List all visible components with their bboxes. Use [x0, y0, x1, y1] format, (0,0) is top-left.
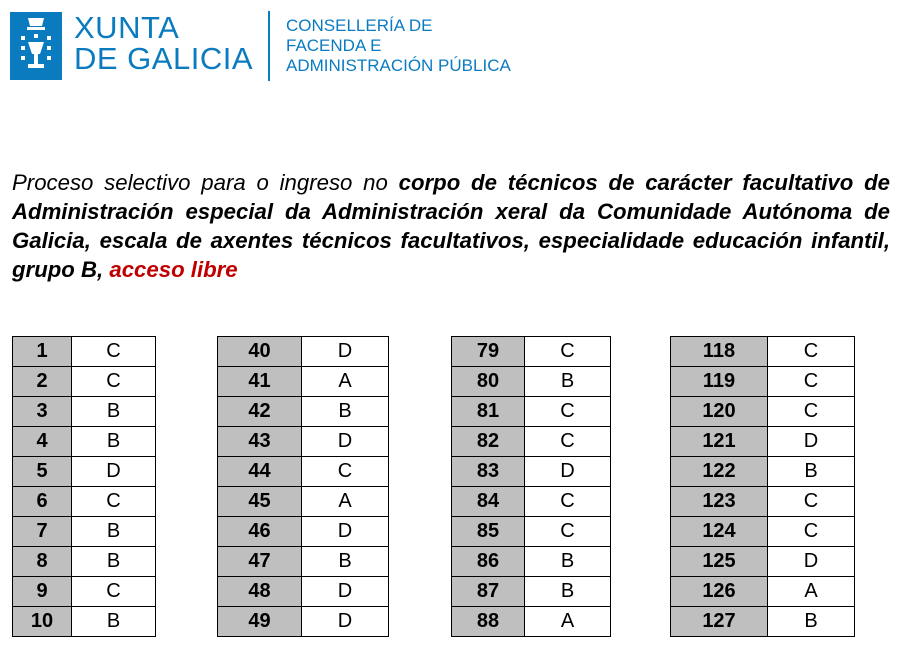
page-header [10, 8, 570, 86]
table-row [13, 367, 156, 397]
table-row [671, 337, 855, 367]
answer-letter: C [302, 457, 389, 487]
answer-letter: C [525, 427, 611, 457]
question-number: 118 [671, 337, 768, 367]
question-number: 41 [218, 367, 302, 397]
table-row [452, 427, 611, 457]
question-number: 79 [452, 337, 525, 367]
answer-letter: D [525, 457, 611, 487]
answer-letter: A [525, 607, 611, 637]
table-row [671, 457, 855, 487]
answer-letter: C [72, 577, 156, 607]
process-description [12, 168, 890, 284]
question-number: 47 [218, 547, 302, 577]
table-row [671, 607, 855, 637]
question-number: 43 [218, 427, 302, 457]
question-number: 127 [671, 607, 768, 637]
question-number: 123 [671, 487, 768, 517]
answer-table-3 [451, 336, 611, 637]
answer-table-2 [217, 336, 389, 637]
question-number: 42 [218, 397, 302, 427]
answer-letter: B [525, 577, 611, 607]
table-row [13, 577, 156, 607]
answer-letter: D [72, 457, 156, 487]
table-row [13, 337, 156, 367]
question-number: 6 [13, 487, 72, 517]
answer-letter: D [302, 337, 389, 367]
description-lead: Proceso selectivo para o ingreso no [12, 170, 399, 195]
department-name [286, 16, 511, 76]
answer-letter: C [525, 337, 611, 367]
answer-letter: B [72, 517, 156, 547]
table-row [13, 427, 156, 457]
answer-letter: B [302, 397, 389, 427]
table-row [671, 547, 855, 577]
table-row [671, 397, 855, 427]
table-row [218, 457, 389, 487]
dept-line-3: ADMINISTRACIÓN PÚBLICA [286, 56, 511, 75]
question-number: 88 [452, 607, 525, 637]
header-divider [268, 11, 270, 81]
question-number: 85 [452, 517, 525, 547]
answer-letter: B [302, 547, 389, 577]
answer-letter: A [768, 577, 855, 607]
table-row [13, 607, 156, 637]
question-number: 9 [13, 577, 72, 607]
question-number: 4 [13, 427, 72, 457]
question-number: 80 [452, 367, 525, 397]
answer-letter: D [768, 547, 855, 577]
question-number: 40 [218, 337, 302, 367]
question-number: 5 [13, 457, 72, 487]
table-row [452, 457, 611, 487]
table-row [218, 487, 389, 517]
answer-letter: A [302, 367, 389, 397]
question-number: 121 [671, 427, 768, 457]
table-row [218, 337, 389, 367]
answer-letter: C [525, 517, 611, 547]
page-cut-edge [0, 638, 909, 645]
answer-letter: C [768, 397, 855, 427]
question-number: 1 [13, 337, 72, 367]
table-row [452, 367, 611, 397]
table-row [218, 517, 389, 547]
question-number: 120 [671, 397, 768, 427]
table-row [13, 457, 156, 487]
answer-letter: B [768, 457, 855, 487]
question-number: 87 [452, 577, 525, 607]
table-row [13, 547, 156, 577]
table-row [452, 337, 611, 367]
table-row [218, 397, 389, 427]
answer-letter: B [72, 547, 156, 577]
org-name-line-2: DE GALICIA [74, 41, 253, 76]
table-row [452, 577, 611, 607]
table-row [13, 517, 156, 547]
question-number: 84 [452, 487, 525, 517]
table-row [218, 547, 389, 577]
description-body: corpo de técnicos de carácter facultativo de Administración especial da Administración xeral da Comunidade Autónoma de Galicia, escala de axentes técnicos facultativos, especialidade educación infantil, grupo B, [12, 170, 890, 282]
question-number: 2 [13, 367, 72, 397]
table-row [218, 427, 389, 457]
answer-letter: C [768, 337, 855, 367]
answer-letter: B [525, 547, 611, 577]
table-row [452, 517, 611, 547]
answer-letter: B [525, 367, 611, 397]
question-number: 7 [13, 517, 72, 547]
answer-letter: C [72, 337, 156, 367]
answer-letter: B [72, 427, 156, 457]
answer-letter: D [302, 517, 389, 547]
answer-letter: D [302, 427, 389, 457]
answer-letter: B [72, 607, 156, 637]
table-row [671, 427, 855, 457]
answer-letter: C [72, 367, 156, 397]
galicia-crest-logo [10, 12, 62, 80]
answer-letter: A [302, 487, 389, 517]
table-row [218, 367, 389, 397]
question-number: 83 [452, 457, 525, 487]
answer-letter: B [768, 607, 855, 637]
answer-letter: C [768, 487, 855, 517]
table-row [452, 547, 611, 577]
question-number: 124 [671, 517, 768, 547]
question-number: 119 [671, 367, 768, 397]
org-name-line-1: XUNTA [74, 10, 180, 45]
answer-letter: D [768, 427, 855, 457]
table-row [671, 517, 855, 547]
question-number: 49 [218, 607, 302, 637]
question-number: 122 [671, 457, 768, 487]
table-row [452, 607, 611, 637]
question-number: 82 [452, 427, 525, 457]
table-row [13, 487, 156, 517]
question-number: 8 [13, 547, 72, 577]
organization-name [74, 12, 253, 74]
answer-table-4 [670, 336, 855, 637]
table-row [218, 607, 389, 637]
access-type: acceso libre [109, 257, 238, 282]
answer-letter: C [525, 487, 611, 517]
question-number: 81 [452, 397, 525, 427]
answer-letter: C [768, 367, 855, 397]
table-row [671, 487, 855, 517]
answer-letter: B [72, 397, 156, 427]
question-number: 126 [671, 577, 768, 607]
dept-line-2: FACENDA E [286, 36, 382, 55]
question-number: 3 [13, 397, 72, 427]
answer-letter: C [525, 397, 611, 427]
dept-line-1: CONSELLERÍA DE [286, 16, 433, 35]
answer-table-1 [12, 336, 156, 637]
question-number: 10 [13, 607, 72, 637]
table-row [671, 367, 855, 397]
question-number: 86 [452, 547, 525, 577]
table-row [218, 577, 389, 607]
answer-letter: D [302, 577, 389, 607]
question-number: 45 [218, 487, 302, 517]
question-number: 46 [218, 517, 302, 547]
table-row [452, 487, 611, 517]
table-row [671, 577, 855, 607]
answer-letter: D [302, 607, 389, 637]
table-row [13, 397, 156, 427]
question-number: 48 [218, 577, 302, 607]
answer-letter: C [768, 517, 855, 547]
table-row [452, 397, 611, 427]
question-number: 125 [671, 547, 768, 577]
question-number: 44 [218, 457, 302, 487]
answer-letter: C [72, 487, 156, 517]
